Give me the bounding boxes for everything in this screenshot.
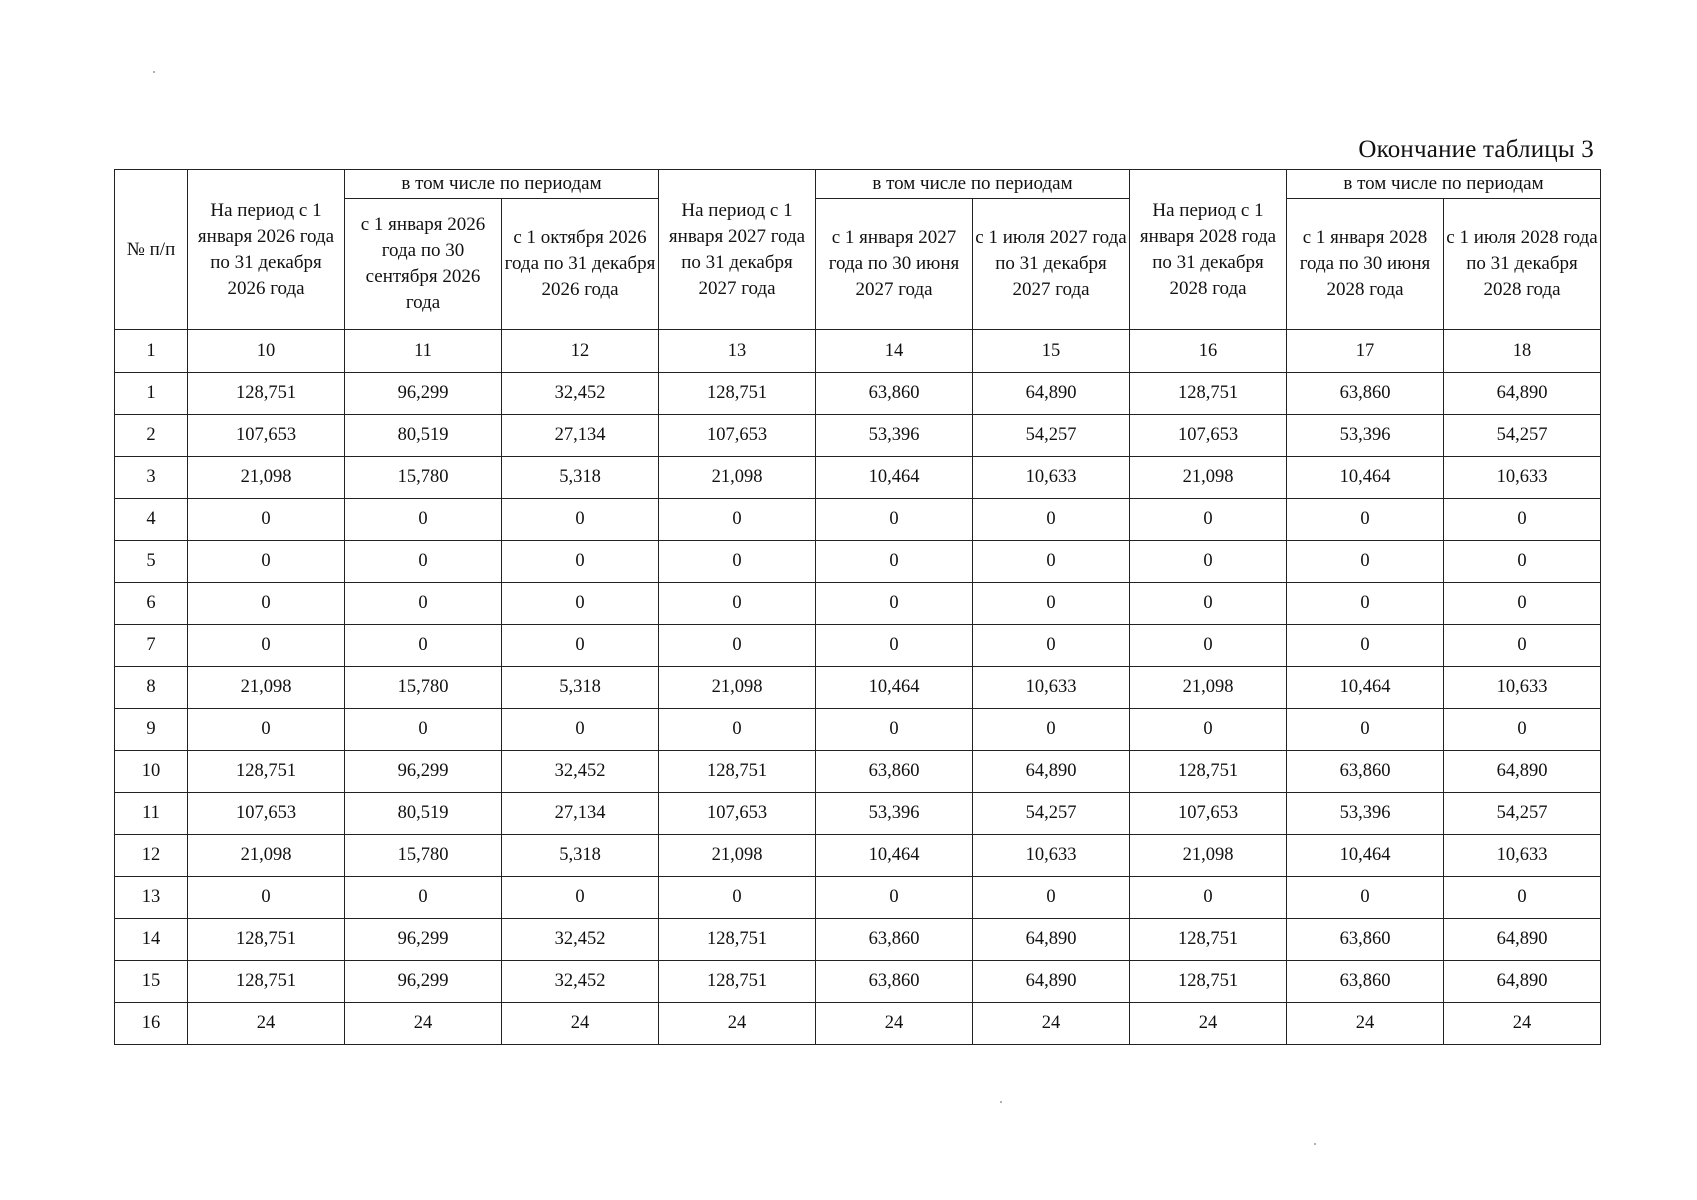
table-cell: 63,860 [816,961,973,1003]
table-cell: 64,890 [1444,919,1601,961]
table-cell: 107,653 [188,793,345,835]
table-cell: 0 [1287,709,1444,751]
table-cell: 24 [973,1003,1130,1045]
row-number-cell: 12 [115,835,188,877]
table-cell: 53,396 [816,415,973,457]
table-cell: 10,633 [973,835,1130,877]
table-row [115,835,1601,877]
table-cell: 0 [1444,877,1601,919]
column-number: 17 [1287,330,1444,373]
table-cell: 32,452 [502,751,659,793]
table-cell: 64,890 [1444,373,1601,415]
table-row [115,709,1601,751]
row-number-cell: 1 [115,373,188,415]
table-cell: 128,751 [1130,751,1287,793]
table-cell: 0 [188,625,345,667]
row-number-cell: 2 [115,415,188,457]
table-cell: 0 [816,541,973,583]
table-row [115,667,1601,709]
row-number-cell: 16 [115,1003,188,1045]
table-cell: 107,653 [659,415,816,457]
table-row [115,1003,1601,1045]
table-cell: 0 [1287,583,1444,625]
table-body [115,373,1601,1045]
table-cell: 0 [973,541,1130,583]
table-cell: 0 [1130,583,1287,625]
column-number: 12 [502,330,659,373]
table-cell: 0 [502,541,659,583]
table-cell: 10,633 [973,667,1130,709]
table-cell: 0 [345,709,502,751]
header-col-15: с 1 июля 2027 года по 31 декабря 2027 года [973,199,1130,330]
table-cell: 0 [1444,541,1601,583]
row-number-cell: 4 [115,499,188,541]
table-cell: 10,464 [816,667,973,709]
scan-speck [153,71,155,73]
table-cell: 128,751 [1130,919,1287,961]
table-cell: 54,257 [1444,415,1601,457]
table-cell: 64,890 [1444,961,1601,1003]
table-cell: 0 [973,625,1130,667]
table-row [115,541,1601,583]
table-row [115,961,1601,1003]
table-cell: 0 [1287,625,1444,667]
row-number-cell: 5 [115,541,188,583]
scan-speck [1000,1101,1002,1103]
row-number-cell: 9 [115,709,188,751]
header-col-13: На период с 1 января 2027 года по 31 декабря 2027 года [659,170,816,330]
header-group-2027: в том числе по периодам [816,170,1130,199]
column-number: 15 [973,330,1130,373]
table-cell: 0 [502,499,659,541]
table-cell: 5,318 [502,457,659,499]
table-cell: 128,751 [659,919,816,961]
header-col-14: с 1 января 2027 года по 30 июня 2027 года [816,199,973,330]
table-row [115,457,1601,499]
table-cell: 0 [816,499,973,541]
column-number: 18 [1444,330,1601,373]
table-cell: 128,751 [1130,373,1287,415]
table-cell: 96,299 [345,373,502,415]
table-cell: 10,633 [1444,667,1601,709]
column-number: 11 [345,330,502,373]
row-number-cell: 6 [115,583,188,625]
table-cell: 5,318 [502,667,659,709]
header-col-17: с 1 января 2028 года по 30 июня 2028 года [1287,199,1444,330]
column-number: 13 [659,330,816,373]
row-number-cell: 8 [115,667,188,709]
table-cell: 63,860 [816,373,973,415]
table-cell: 10,633 [973,457,1130,499]
row-number-cell: 7 [115,625,188,667]
column-number: 1 [115,330,188,373]
table-row [115,919,1601,961]
table-cell: 27,134 [502,793,659,835]
table-cell: 21,098 [188,667,345,709]
table-cell: 15,780 [345,457,502,499]
table-cell: 0 [345,499,502,541]
table-cell: 0 [816,625,973,667]
table-cell: 24 [345,1003,502,1045]
table-cell: 54,257 [1444,793,1601,835]
table-cell: 107,653 [1130,793,1287,835]
table-cell: 128,751 [188,961,345,1003]
table-caption: Окончание таблицы 3 [1358,136,1594,163]
table-cell: 21,098 [188,835,345,877]
table-cell: 0 [345,625,502,667]
table-row [115,877,1601,919]
table-cell: 0 [659,625,816,667]
table-cell: 0 [659,709,816,751]
table-cell: 107,653 [659,793,816,835]
table-cell: 32,452 [502,919,659,961]
table-cell: 0 [973,499,1130,541]
table-cell: 128,751 [188,751,345,793]
table-cell: 0 [188,583,345,625]
table-cell: 0 [1287,499,1444,541]
table-cell: 24 [1130,1003,1287,1045]
table-cell: 0 [502,877,659,919]
table-cell: 10,464 [1287,835,1444,877]
table-row [115,583,1601,625]
table-cell: 128,751 [188,919,345,961]
table-row [115,751,1601,793]
table-cell: 5,318 [502,835,659,877]
table-cell: 80,519 [345,793,502,835]
data-table [114,169,1601,1045]
table-cell: 64,890 [973,961,1130,1003]
table-cell: 10,464 [1287,667,1444,709]
table-cell: 0 [1444,625,1601,667]
table-cell: 0 [973,877,1130,919]
header-group-2026: в том числе по периодам [345,170,659,199]
table-cell: 10,464 [1287,457,1444,499]
header-col-18: с 1 июля 2028 года по 31 декабря 2028 года [1444,199,1601,330]
table-cell: 128,751 [659,961,816,1003]
table-cell: 21,098 [1130,835,1287,877]
table-cell: 54,257 [973,415,1130,457]
table-cell: 96,299 [345,751,502,793]
table-cell: 24 [1287,1003,1444,1045]
table-cell: 0 [1130,877,1287,919]
table-cell: 53,396 [816,793,973,835]
table-cell: 0 [188,499,345,541]
table-row [115,793,1601,835]
table-cell: 53,396 [1287,415,1444,457]
table-cell: 21,098 [659,667,816,709]
table-cell: 0 [1444,499,1601,541]
table-cell: 0 [502,625,659,667]
header-col-11: с 1 января 2026 года по 30 сентября 2026 года [345,199,502,330]
table-cell: 63,860 [1287,919,1444,961]
table-cell: 107,653 [188,415,345,457]
row-number-cell: 13 [115,877,188,919]
table-cell: 21,098 [659,457,816,499]
table-cell: 63,860 [1287,961,1444,1003]
table-cell: 128,751 [188,373,345,415]
table-cell: 64,890 [1444,751,1601,793]
table-cell: 32,452 [502,961,659,1003]
header-col-10: На период с 1 января 2026 года по 31 декабря 2026 года [188,170,345,330]
table-cell: 0 [1130,625,1287,667]
row-number-cell: 11 [115,793,188,835]
row-number-cell: 14 [115,919,188,961]
table-row [115,415,1601,457]
table-cell: 128,751 [659,751,816,793]
column-number: 16 [1130,330,1287,373]
table-cell: 80,519 [345,415,502,457]
table-cell: 0 [659,583,816,625]
table-cell: 0 [502,583,659,625]
table-cell: 64,890 [973,751,1130,793]
table-cell: 0 [188,709,345,751]
table-cell: 0 [345,541,502,583]
table-cell: 24 [188,1003,345,1045]
table-cell: 64,890 [973,919,1130,961]
table-cell: 21,098 [1130,667,1287,709]
table-cell: 10,633 [1444,457,1601,499]
table-cell: 0 [659,877,816,919]
row-number-cell: 3 [115,457,188,499]
table-cell: 0 [1287,541,1444,583]
table-cell: 21,098 [659,835,816,877]
column-number: 14 [816,330,973,373]
table-cell: 0 [1444,709,1601,751]
table-cell: 0 [973,709,1130,751]
row-number-cell: 15 [115,961,188,1003]
header-num: № п/п [115,170,188,330]
table-cell: 63,860 [1287,751,1444,793]
column-number: 10 [188,330,345,373]
table-cell: 10,464 [816,457,973,499]
table-cell: 0 [659,499,816,541]
column-number-row [115,330,1601,373]
scan-speck [1314,1143,1316,1145]
table-cell: 0 [659,541,816,583]
table-cell: 0 [1130,709,1287,751]
table-cell: 128,751 [659,373,816,415]
table-row [115,499,1601,541]
table-cell: 0 [1130,499,1287,541]
table-cell: 24 [659,1003,816,1045]
table-cell: 21,098 [188,457,345,499]
table-cell: 0 [1130,541,1287,583]
table-cell: 0 [345,583,502,625]
table-cell: 0 [816,583,973,625]
table-cell: 54,257 [973,793,1130,835]
header-group-2028: в том числе по периодам [1287,170,1601,199]
table-cell: 10,464 [816,835,973,877]
table-cell: 0 [973,583,1130,625]
table-cell: 96,299 [345,919,502,961]
table-cell: 64,890 [973,373,1130,415]
table-cell: 24 [1444,1003,1601,1045]
table-cell: 0 [345,877,502,919]
table-row [115,373,1601,415]
table-cell: 53,396 [1287,793,1444,835]
table-cell: 96,299 [345,961,502,1003]
table-cell: 107,653 [1130,415,1287,457]
table-cell: 10,633 [1444,835,1601,877]
table-cell: 24 [502,1003,659,1045]
table-cell: 21,098 [1130,457,1287,499]
table-cell: 63,860 [1287,373,1444,415]
table-cell: 63,860 [816,919,973,961]
table-cell: 0 [188,541,345,583]
table-cell: 0 [502,709,659,751]
table-cell: 15,780 [345,835,502,877]
table-cell: 0 [816,709,973,751]
header-col-16: На период с 1 января 2028 года по 31 декабря 2028 года [1130,170,1287,330]
table-cell: 128,751 [1130,961,1287,1003]
table-cell: 63,860 [816,751,973,793]
header-col-12: с 1 октября 2026 года по 31 декабря 2026 года [502,199,659,330]
table-row [115,625,1601,667]
table-cell: 0 [1287,877,1444,919]
table-cell: 24 [816,1003,973,1045]
table-cell: 27,134 [502,415,659,457]
table-cell: 0 [188,877,345,919]
table-cell: 0 [1444,583,1601,625]
table-cell: 15,780 [345,667,502,709]
table-cell: 0 [816,877,973,919]
table-cell: 32,452 [502,373,659,415]
row-number-cell: 10 [115,751,188,793]
